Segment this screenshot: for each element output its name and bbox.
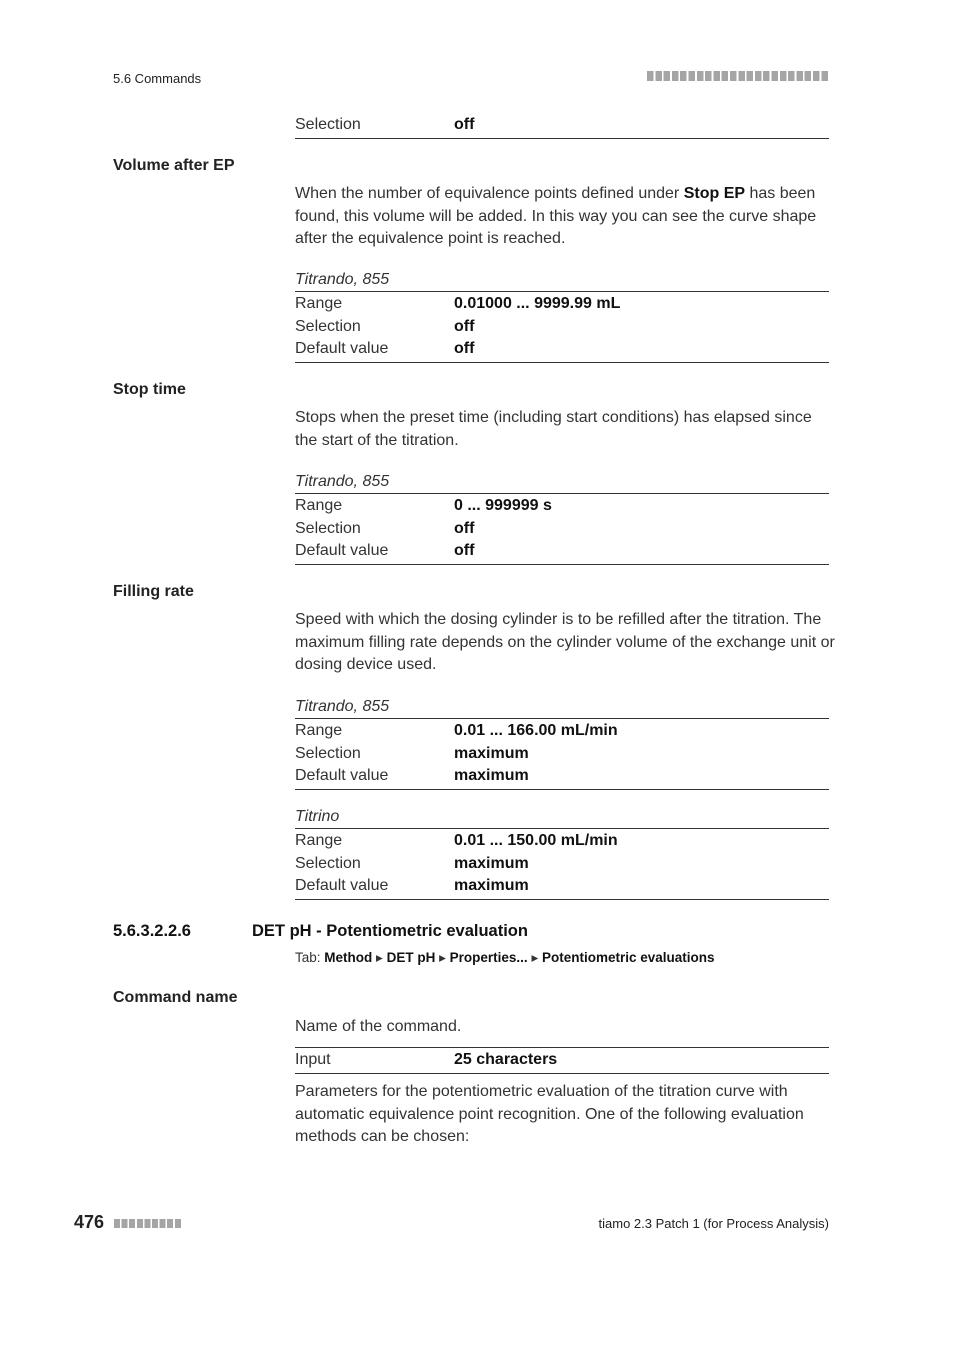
footer-decorative-dots xyxy=(114,1219,182,1228)
tab-breadcrumb xyxy=(295,950,715,966)
param-key: Selection xyxy=(295,854,361,872)
table-rows xyxy=(295,828,829,900)
table-rows xyxy=(295,1047,829,1074)
table-row xyxy=(295,875,829,898)
param-value: 0.01 ... 166.00 mL/min xyxy=(454,722,618,739)
header-section-label: 5.6 Commands xyxy=(113,71,202,86)
table-row xyxy=(295,540,829,563)
param-key: Range xyxy=(295,497,343,514)
text-bold-part: Stop EP xyxy=(683,185,746,202)
breadcrumb-item: Potentiometric evaluations xyxy=(542,950,715,965)
filling-rate-description: Speed with which the dosing cylinder is to be refilled after the titration. The maximum filling rate depends on the cylinder volume of the exchange unit or dosing device used. xyxy=(295,611,835,673)
param-key: Selection xyxy=(295,744,361,762)
param-value: maximum xyxy=(454,877,529,894)
param-value: maximum xyxy=(454,744,529,762)
table-caption: Titrino xyxy=(295,808,340,825)
table-rows xyxy=(295,291,829,363)
filling-rate-table-titrino xyxy=(295,806,829,900)
section-title-filling-rate: Filling rate xyxy=(113,583,194,600)
table-row xyxy=(295,495,829,518)
breadcrumb-item: Properties... xyxy=(449,950,528,965)
command-name-description-2: Parameters for the potentiometric evaluation of the titration curve with automatic equivalence point recognition. One of the following evaluation methods can be chosen: xyxy=(295,1083,804,1145)
stop-time-description: Stops when the preset time (including start conditions) has elapsed since the start of the titration. xyxy=(295,409,812,449)
table-caption: Titrando, 855 xyxy=(295,473,390,490)
param-key: Default value xyxy=(295,542,389,559)
table-rows xyxy=(295,718,829,790)
filling-rate-table-titrando xyxy=(295,696,829,790)
param-key: Input xyxy=(295,1051,331,1068)
command-name-description: Name of the command. xyxy=(295,1018,462,1035)
table-rows xyxy=(295,493,829,565)
top-param-table xyxy=(295,113,829,139)
param-value: 0 ... 999999 s xyxy=(454,497,552,514)
table-row xyxy=(295,338,829,361)
table-caption: Titrando, 855 xyxy=(295,271,390,288)
param-value: 25 characters xyxy=(454,1051,558,1068)
breadcrumb-item: DET pH xyxy=(386,950,436,965)
param-key: Range xyxy=(295,722,343,739)
table-row xyxy=(295,293,829,316)
volume-after-ep-table xyxy=(295,269,829,363)
breadcrumb-separator-icon: ▸ xyxy=(439,950,446,965)
breadcrumb-separator-icon: ▸ xyxy=(376,950,383,965)
text-part: has been found, this volume will be added. In this way you can see the curve shape after the equivalence point is reached. xyxy=(295,185,817,247)
subsection-title: DET pH - Potentiometric evaluation xyxy=(252,922,528,940)
param-key: Range xyxy=(295,832,343,849)
table-row xyxy=(295,1049,829,1072)
breadcrumb-item: Method xyxy=(324,950,373,965)
table-row xyxy=(295,114,829,137)
param-key: Default value xyxy=(295,767,389,784)
param-value: off xyxy=(454,116,475,133)
param-key: Selection xyxy=(295,116,361,133)
text-part: When the number of equivalence points defined under xyxy=(295,185,684,202)
param-key: Selection xyxy=(295,317,361,335)
table-row xyxy=(295,765,829,788)
param-value: off xyxy=(454,340,475,357)
page-number: 476 xyxy=(74,1212,105,1232)
table-rows xyxy=(295,113,829,139)
command-name-table xyxy=(295,1047,829,1074)
table-row xyxy=(295,316,829,339)
param-value: maximum xyxy=(454,854,529,872)
table-row xyxy=(295,830,829,853)
param-value: 0.01 ... 150.00 mL/min xyxy=(454,832,618,849)
param-key: Range xyxy=(295,295,343,312)
param-value: off xyxy=(454,542,475,559)
table-row xyxy=(295,720,829,743)
breadcrumb-separator-icon: ▸ xyxy=(531,950,539,965)
section-title-command-name: Command name xyxy=(113,989,238,1006)
table-caption: Titrando, 855 xyxy=(295,698,390,715)
param-value: 0.01000 ... 9999.99 mL xyxy=(454,295,621,312)
param-key: Default value xyxy=(295,340,389,357)
stop-time-table xyxy=(295,471,829,565)
table-row xyxy=(295,853,829,876)
param-key: Selection xyxy=(295,519,361,537)
param-value: off xyxy=(454,519,475,537)
section-title-volume-after-ep: Volume after EP xyxy=(113,157,235,174)
table-row xyxy=(295,518,829,541)
param-value: off xyxy=(454,317,475,335)
section-title-stop-time: Stop time xyxy=(113,381,186,398)
param-key: Default value xyxy=(295,877,389,894)
subsection-number: 5.6.3.2.2.6 xyxy=(113,922,191,940)
volume-after-ep-description xyxy=(295,183,835,251)
subsection-heading xyxy=(113,922,528,941)
header-decorative-dots xyxy=(647,71,829,81)
footer-product-name: tiamo 2.3 Patch 1 (for Process Analysis) xyxy=(598,1216,829,1231)
param-value: maximum xyxy=(454,767,529,784)
tab-prefix: Tab: xyxy=(295,950,325,965)
table-row xyxy=(295,743,829,766)
